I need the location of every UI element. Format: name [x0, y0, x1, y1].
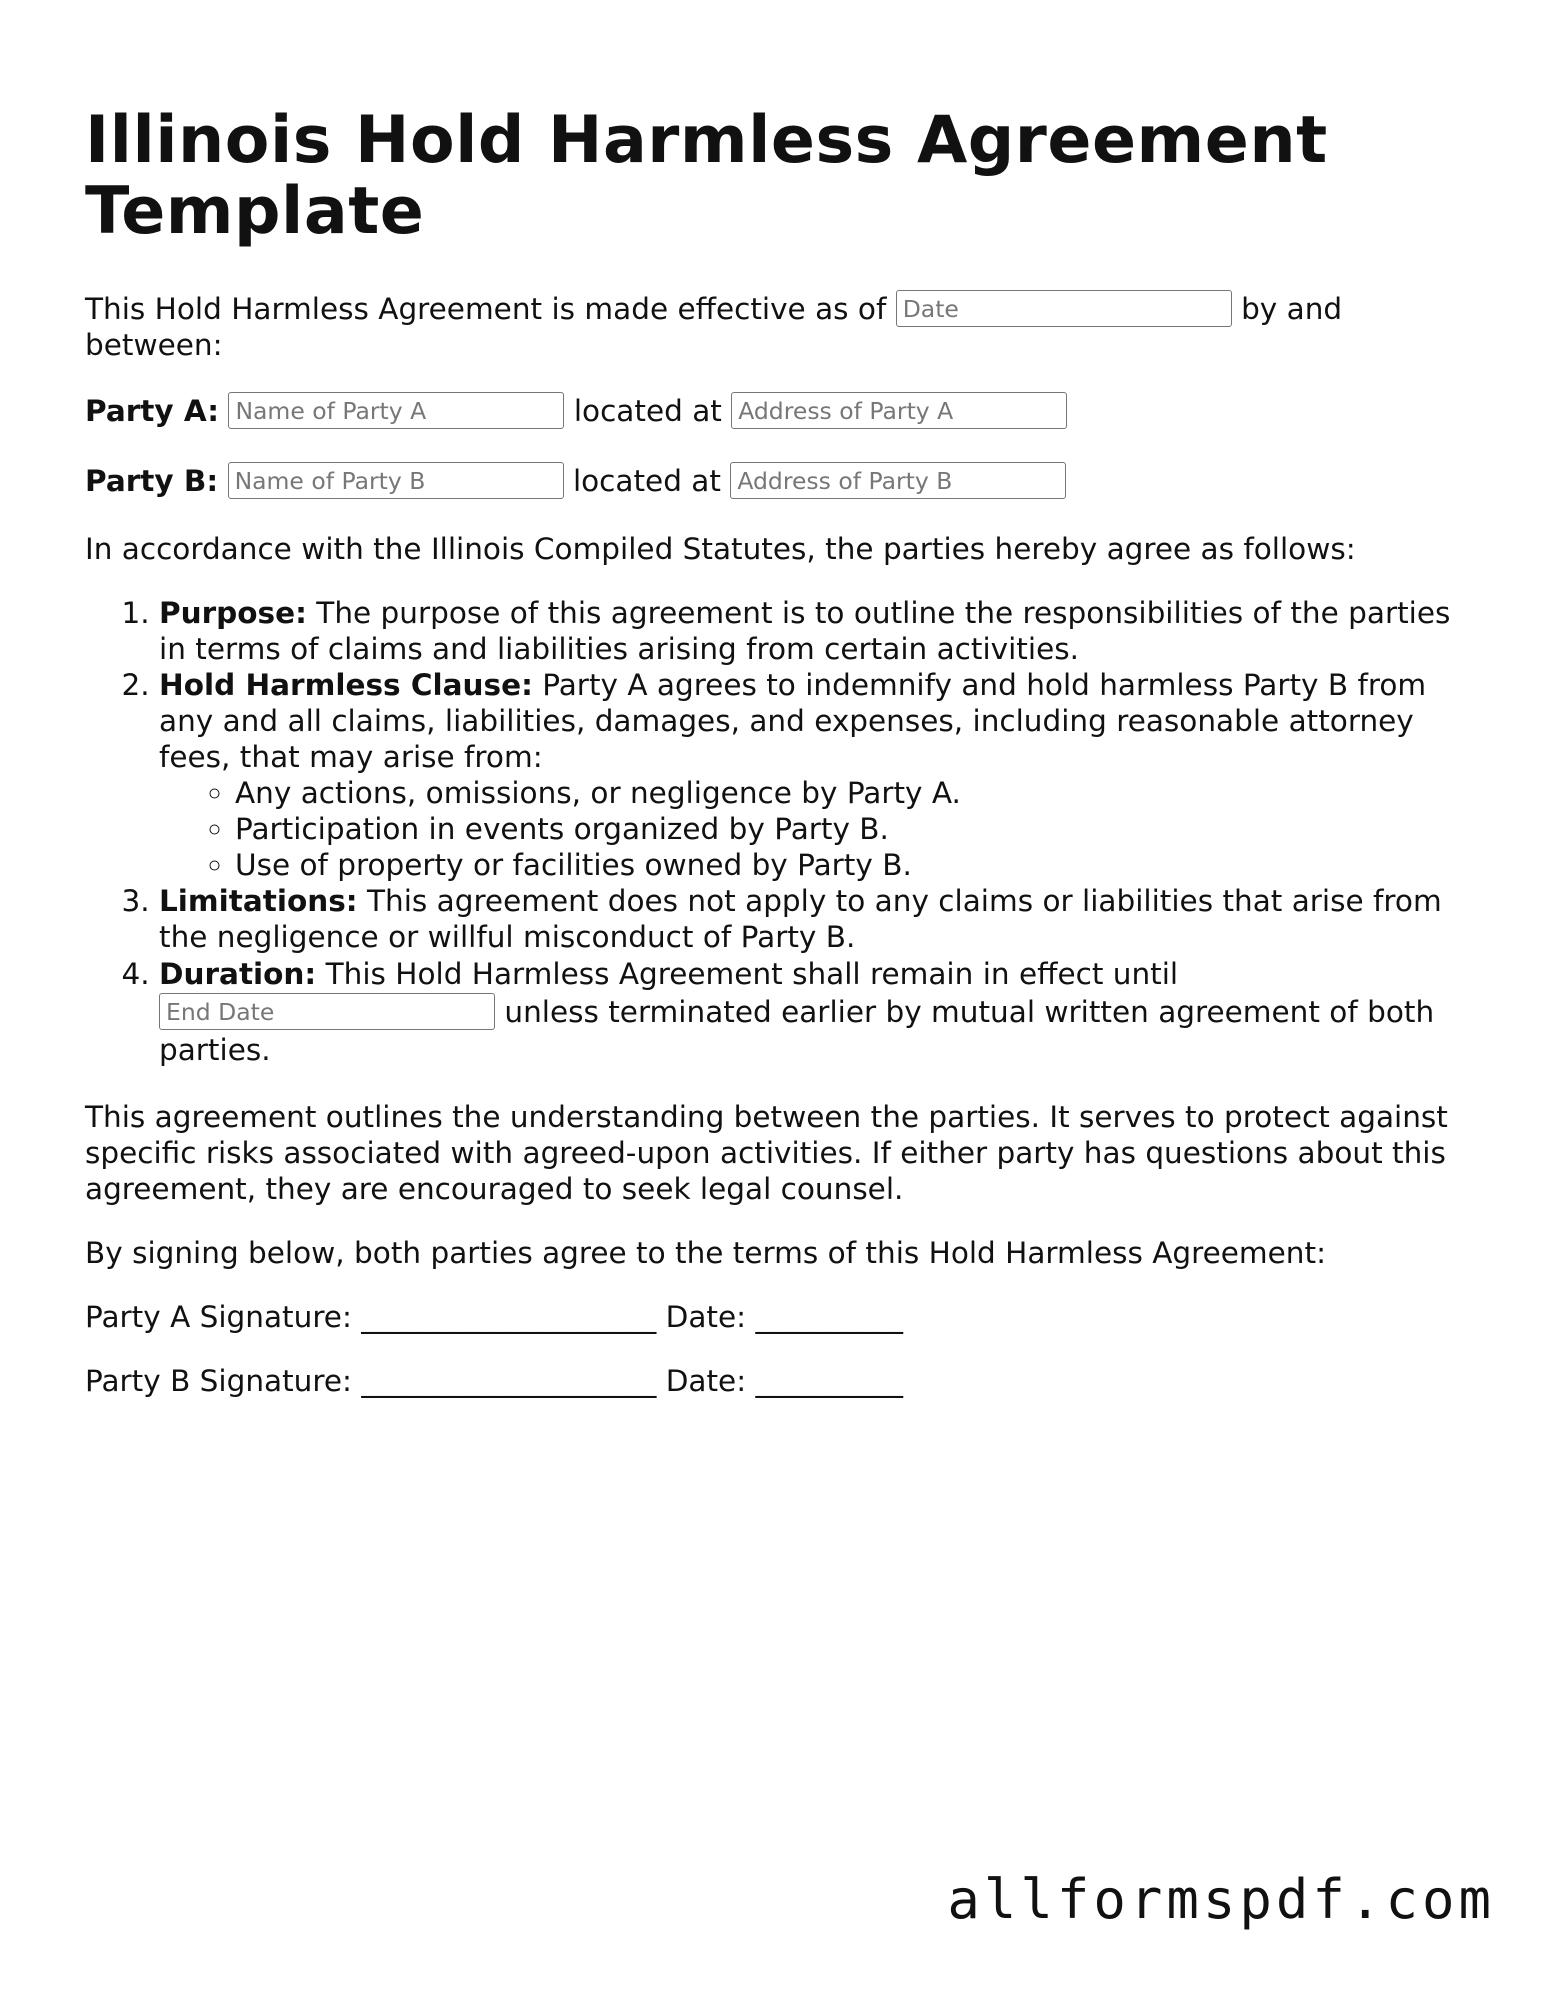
- party-a-located-text: located at: [564, 394, 732, 428]
- effective-date-input[interactable]: [896, 290, 1232, 327]
- party-a-label: Party A:: [85, 394, 220, 428]
- end-date-input[interactable]: [159, 993, 495, 1030]
- closing-paragraph: This agreement outlines the understanding between the parties. It serves to protect against specific risks associated with agreed-upon activities. If either party has questions about this agreement, they are encouraged to seek legal counsel.: [85, 1100, 1448, 1206]
- intro-paragraph: [85, 291, 1465, 363]
- party-a-name-input[interactable]: [228, 392, 564, 429]
- term-text: This agreement does not apply to any claims or liabilities that arise from the negligence or willful misconduct of Party B.: [159, 884, 1442, 954]
- document-page: [85, 105, 1465, 1427]
- term-text-before: This Hold Harmless Agreement shall remain in effect until: [316, 957, 1179, 991]
- sub-list-item: ◦ Use of property or facilities owned by Party B.: [235, 847, 1465, 883]
- party-a-address-input[interactable]: [731, 392, 1067, 429]
- party-b-address-input[interactable]: [730, 462, 1066, 499]
- party-b-signature-line: Party B Signature: ____________________ Date: __________: [85, 1364, 904, 1398]
- party-b-name-input[interactable]: [228, 462, 564, 499]
- party-a-line: [85, 391, 1465, 431]
- party-b-label: Party B:: [85, 464, 219, 498]
- terms-list: [85, 595, 1465, 1069]
- sub-list-item: ◦ Participation in events organized by Party B.: [235, 811, 1465, 847]
- term-heading: Duration:: [159, 957, 317, 991]
- term-duration: [159, 955, 1465, 1069]
- document-title: Illinois Hold Harmless Agreement Template: [85, 103, 1328, 249]
- term-text-after: unless terminated earlier by mutual written agreement of both parties.: [159, 995, 1435, 1067]
- term-hold-harmless-clause: [159, 667, 1465, 883]
- term-purpose: [159, 595, 1465, 667]
- intro-text-after: by and between:: [85, 292, 1343, 362]
- term-text: Party A agrees to indemnify and hold harmless Party B from any and all claims, liabilities, damages, and expenses, including reasonable attorney fees, that may arise from:: [159, 668, 1427, 774]
- term-heading: Limitations:: [159, 884, 358, 918]
- party-a-signature-line: Party A Signature: ____________________ Date: __________: [85, 1300, 903, 1334]
- party-b-located-text: located at: [563, 464, 731, 498]
- hold-harmless-sub-list: [159, 775, 1465, 883]
- term-heading: Hold Harmless Clause:: [159, 668, 533, 702]
- site-watermark: allformspdf.com: [947, 1868, 1495, 1931]
- term-limitations: [159, 883, 1465, 955]
- sub-list-item: ◦ Any actions, omissions, or negligence by Party A.: [235, 775, 1465, 811]
- term-text: The purpose of this agreement is to outline the responsibilities of the parties in terms of claims and liabilities arising from certain activities.: [159, 596, 1451, 666]
- party-b-line: [85, 461, 1465, 501]
- term-heading: Purpose:: [159, 596, 307, 630]
- signing-paragraph: By signing below, both parties agree to the terms of this Hold Harmless Agreement:: [85, 1236, 1327, 1270]
- statute-paragraph: In accordance with the Illinois Compiled Statutes, the parties hereby agree as follows:: [85, 532, 1356, 566]
- intro-text-before: This Hold Harmless Agreement is made effective as of: [85, 292, 896, 326]
